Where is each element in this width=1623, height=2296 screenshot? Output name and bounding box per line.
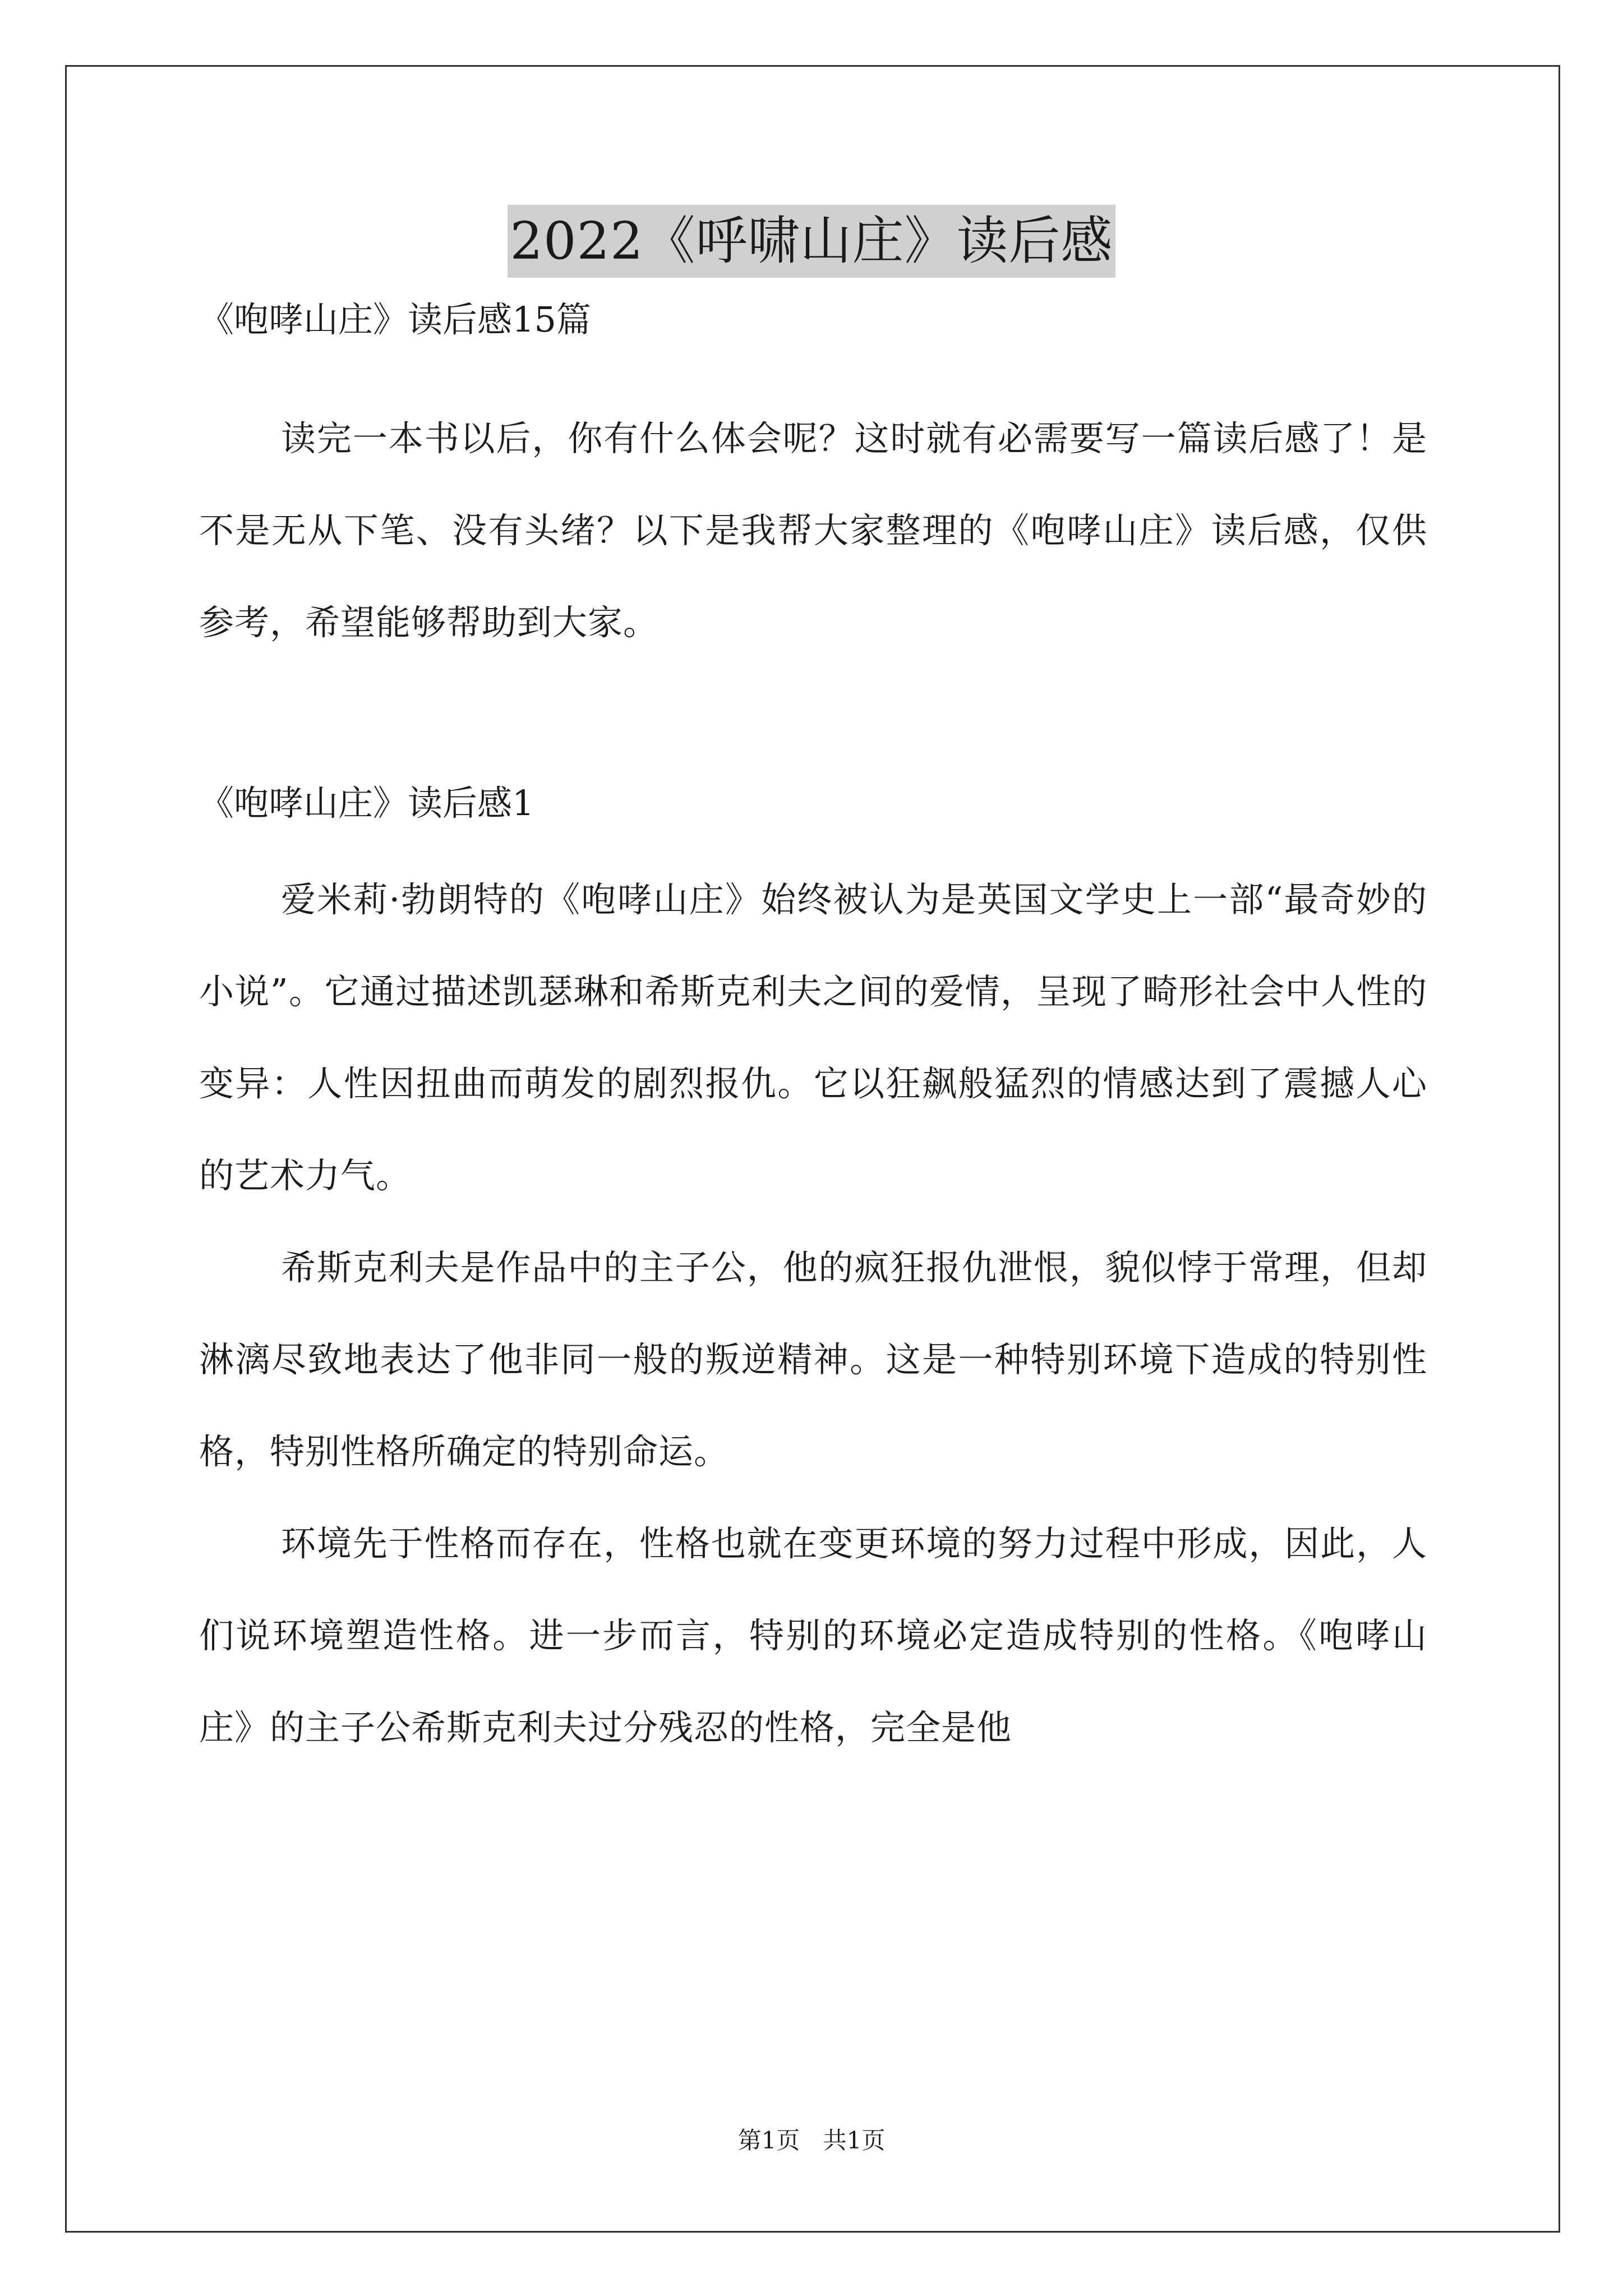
- collection-heading: 《咆哮山庄》读后感15篇: [199, 299, 591, 340]
- page-footer: [0, 2124, 1623, 2157]
- document-title: 2022《呼啸山庄》读后感: [508, 205, 1115, 278]
- body-paragraph: 爱米莉·勃朗特的《咆哮山庄》始终被认为是英国文学史上一部“最奇妙的小说”。它通过描述凯瑟琳和希斯克利夫之间的爱情，呈现了畸形社会中人性的变异：人性因扭曲而萌发的剧烈报仇。它以狂飙般猛烈的情感达到了震撼人心的艺术力气。: [199, 879, 1427, 1196]
- title-container: [0, 205, 1623, 278]
- body-paragraph: 希斯克利夫是作品中的主子公，他的疯狂报仇泄恨，貌似悖于常理，但却淋漓尽致地表达了他非同一般的叛逆精神。这是一种特别环境下造成的特别性格，特别性格所确定的特别命运。: [199, 1247, 1427, 1472]
- document-body: [199, 292, 1427, 1774]
- body-paragraph: 环境先于性格而存在，性格也就在变更环境的努力过程中形成，因此，人们说环境塑造性格。进一步而言，特别的环境必定造成特别的性格。《咆哮山庄》的主子公希斯克利夫过分残忍的性格，完全是他: [199, 1523, 1427, 1748]
- intro-paragraph: 读完一本书以后，你有什么体会呢？这时就有必需要写一篇读后感了！是不是无从下笔、没有头绪？以下是我帮大家整理的《咆哮山庄》读后感，仅供参考，希望能够帮助到大家。: [199, 418, 1427, 643]
- page-number: 第1页: [737, 2127, 800, 2154]
- page-total: 共1页: [823, 2127, 886, 2154]
- section-heading: 《咆哮山庄》读后感1: [199, 783, 534, 823]
